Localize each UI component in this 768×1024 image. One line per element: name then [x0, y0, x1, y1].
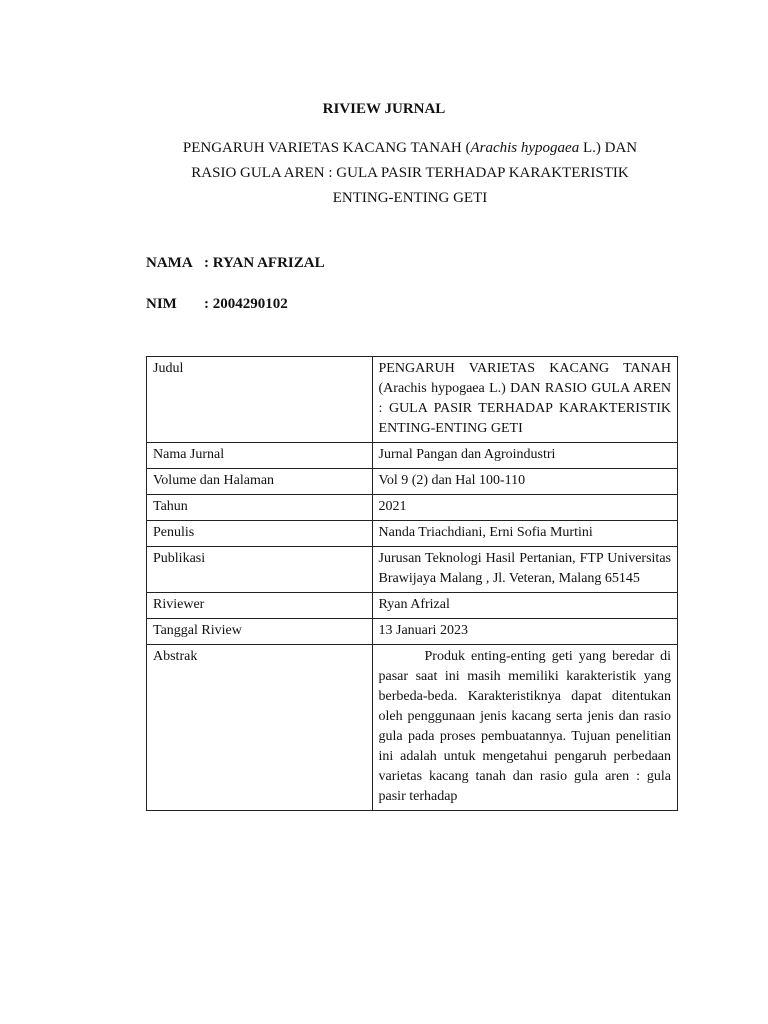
student-name-label: NAMA: [146, 255, 193, 271]
row-value-riviewer: Ryan Afrizal: [372, 593, 677, 619]
table-row: [147, 495, 678, 521]
row-value-judul: PENGARUH VARIETAS KACANG TANAH (Arachis hypogaea L.) DAN RASIO GULA AREN : GULA PASIR TERHADAP KARAKTERISTIK ENTING-ENTING GETI: [372, 357, 677, 443]
article-title-line1-start: PENGARUH VARIETAS KACANG TANAH (: [182, 140, 471, 156]
student-id-label: NIM: [146, 296, 177, 312]
table-row: [147, 645, 678, 811]
row-label-tahun: Tahun: [147, 495, 373, 521]
row-value-penulis: Nanda Triachdiani, Erni Sofia Murtini: [372, 521, 677, 547]
row-label-abstrak: Abstrak: [147, 645, 373, 811]
row-value-tanggal-riview: 13 Januari 2023: [372, 619, 677, 645]
student-name: [146, 255, 325, 272]
row-label-riviewer: Riviewer: [147, 593, 373, 619]
article-title-line3: ENTING-ENTING GETI: [332, 190, 488, 206]
row-value-nama-jurnal: Jurnal Pangan dan Agroindustri: [372, 443, 677, 469]
table-row: [147, 469, 678, 495]
row-label-nama-jurnal: Nama Jurnal: [147, 443, 373, 469]
article-title: [150, 136, 670, 211]
row-label-publikasi: Publikasi: [147, 547, 373, 593]
scientific-name: Arachis hypogaea: [470, 140, 580, 156]
row-label-tanggal-riview: Tanggal Riview: [147, 619, 373, 645]
row-value-publikasi: Jurusan Teknologi Hasil Pertanian, FTP Universitas Brawijaya Malang , Jl. Veteran, Malang 65145: [372, 547, 677, 593]
row-value-volume: Vol 9 (2) dan Hal 100-110: [372, 469, 677, 495]
row-label-penulis: Penulis: [147, 521, 373, 547]
table-row: [147, 619, 678, 645]
table-row: [147, 547, 678, 593]
article-title-line2: RASIO GULA AREN : GULA PASIR TERHADAP KARAKTERISTIK: [191, 165, 629, 181]
table-row: [147, 443, 678, 469]
row-label-judul: Judul: [147, 357, 373, 443]
table-row: [147, 357, 678, 443]
student-name-value: : RYAN AFRIZAL: [204, 255, 325, 271]
document-title: RIVIEW JURNAL: [322, 101, 446, 117]
table-row: [147, 521, 678, 547]
row-label-volume: Volume dan Halaman: [147, 469, 373, 495]
table-row: [147, 593, 678, 619]
student-id-value: : 2004290102: [204, 296, 288, 312]
student-id: [146, 296, 288, 313]
article-title-line1-end: L.) DAN: [579, 140, 638, 156]
row-value-abstrak: Produk enting-enting geti yang beredar di pasar saat ini masih memiliki karakteristik yang berbeda-beda. Karakteristiknya dapat ditentukan oleh penggunaan jenis kacang serta jenis dan rasio gula pada proses pembuatannya. Tujuan penelitian ini adalah untuk mengetahui pengaruh perbedaan varietas kacang tanah dan rasio gula aren : gula pasir terhadap: [372, 645, 677, 811]
review-table: [146, 356, 678, 811]
row-value-tahun: 2021: [372, 495, 677, 521]
